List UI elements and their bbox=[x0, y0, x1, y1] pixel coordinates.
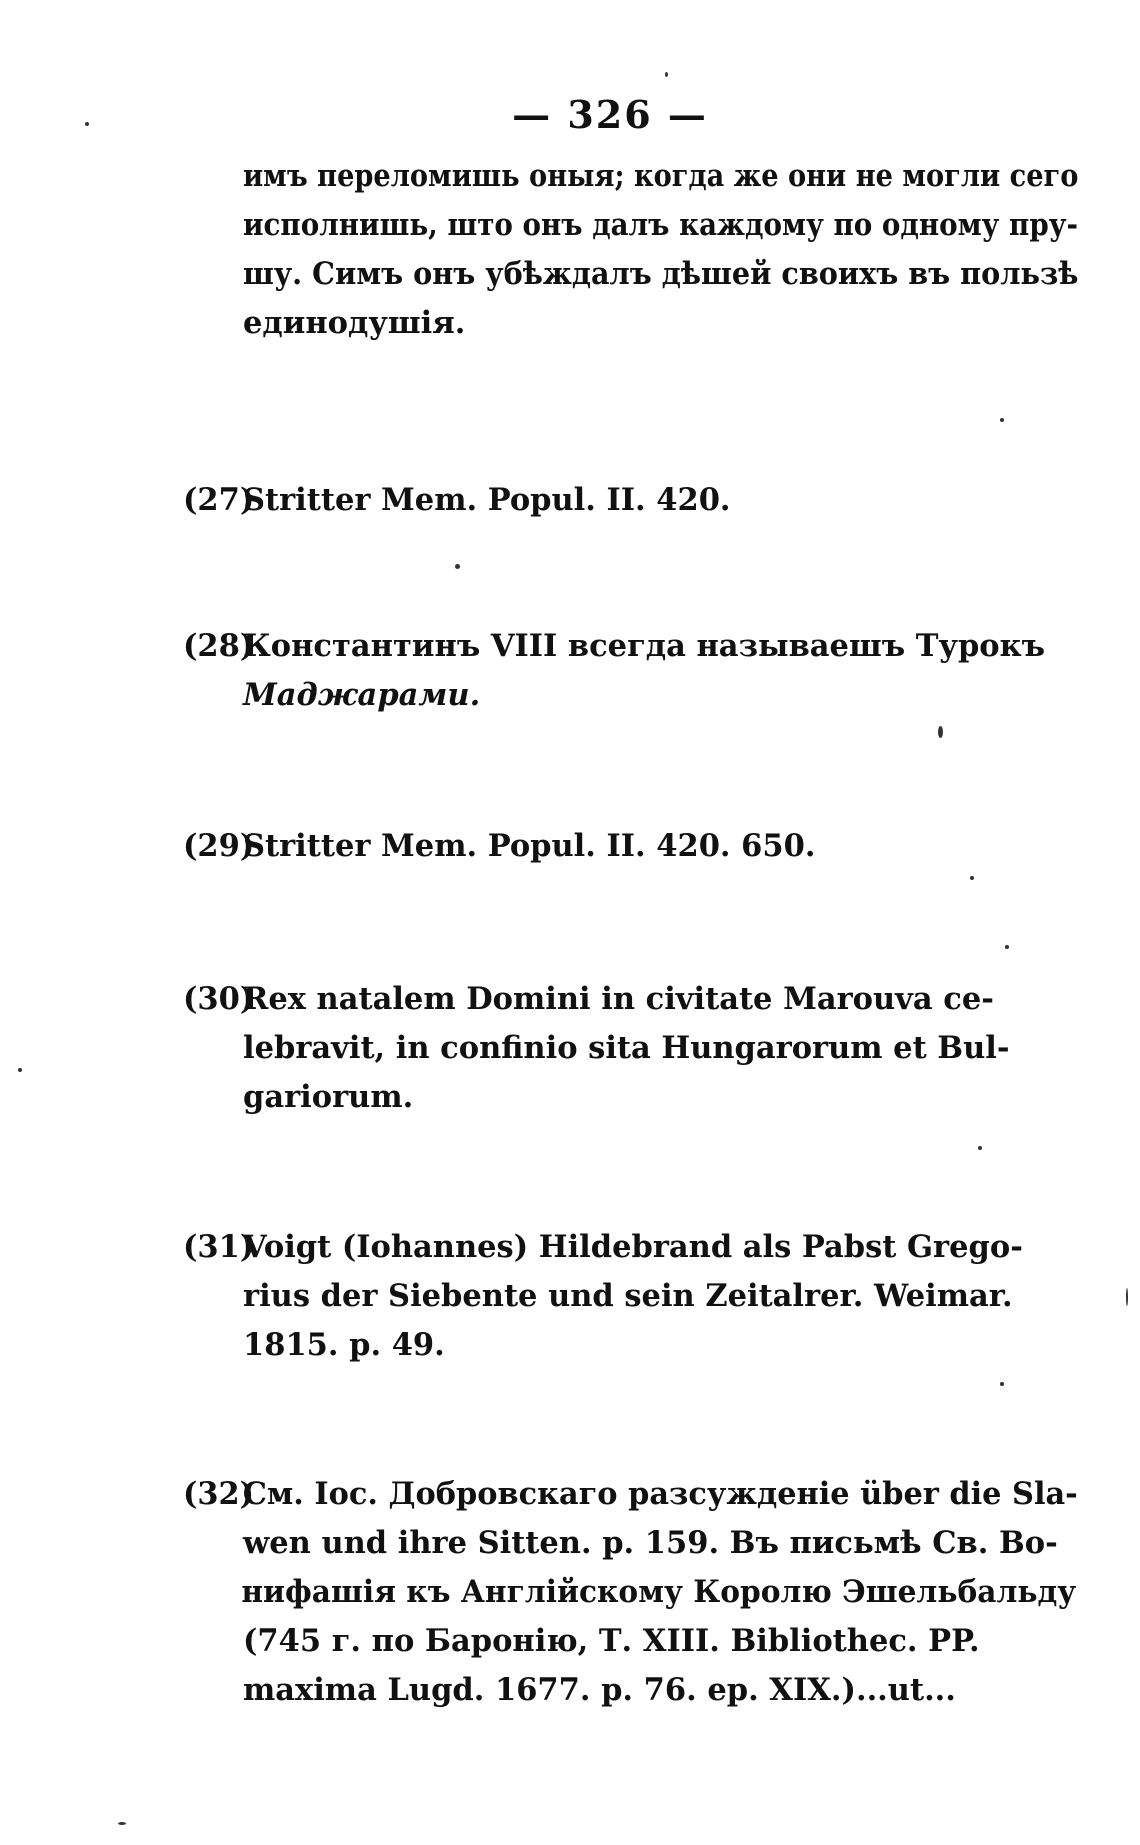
footnote-line: wen und ihre Sitten. p. 159. Въ письмѣ Св. Во- bbox=[243, 1525, 1058, 1561]
footnote-line: (29)Stritter Mem. Popul. II. 420. 650. bbox=[183, 822, 1078, 871]
scan-speck bbox=[970, 876, 974, 880]
text-line: единодушія. bbox=[243, 305, 466, 341]
footnote-line: maxima Lugd. 1677. p. 76. ep. XIX.)...ut... bbox=[243, 1672, 956, 1708]
scan-speck bbox=[18, 1068, 22, 1072]
footnote-line: gariorum. bbox=[243, 1079, 414, 1115]
text-line: исполнишь, што онъ далъ каждому по одному пру- bbox=[243, 207, 1078, 243]
footnote-number: (30) bbox=[183, 981, 255, 1017]
footnote-28 bbox=[183, 622, 1078, 720]
footnote-continuation bbox=[243, 152, 1078, 348]
footnote-line: rius der Siebente und sein Zeitalrer. Weimar. bbox=[243, 1278, 1013, 1314]
scan-speck bbox=[455, 564, 460, 569]
footnote-line: (27)Stritter Mem. Popul. II. 420. bbox=[183, 476, 1078, 525]
footnote-number: (27) bbox=[183, 482, 255, 518]
footnote-31 bbox=[183, 1223, 1078, 1370]
footnote-line: (30)Rex natalem Domini in civitate Marouva ce- bbox=[183, 975, 1078, 1024]
scan-speck bbox=[1000, 1382, 1004, 1386]
scan-speck bbox=[978, 1146, 982, 1150]
footnote-line: 1815. p. 49. bbox=[243, 1327, 445, 1363]
scan-speck bbox=[118, 1822, 126, 1825]
footnote-number: (31) bbox=[183, 1229, 255, 1265]
footnote-27 bbox=[183, 476, 1078, 525]
footnote-line: (745 г. по Баронію, Т. XIII. Bibliothec. PP. bbox=[243, 1623, 980, 1659]
footnote-line: Маджарами. bbox=[243, 677, 481, 713]
scan-speck bbox=[85, 122, 89, 126]
scan-speck bbox=[938, 726, 943, 738]
footnote-line: (32)См. Іос. Добровскаго разсужденіе über die Sla- bbox=[183, 1470, 1074, 1519]
footnote-number: (32) bbox=[183, 1476, 254, 1512]
scan-speck bbox=[665, 72, 668, 77]
footnote-line: нифашія къ Англійскому Королю Эшельбальду bbox=[241, 1574, 1077, 1610]
footnote-number: (29) bbox=[183, 828, 255, 864]
footnote-number: (28) bbox=[183, 628, 255, 664]
footnote-30 bbox=[183, 975, 1078, 1122]
footnote-29 bbox=[183, 822, 1078, 871]
footnote-line: (31)Voigt (Iohannes) Hildebrand als Pabst Grego- bbox=[183, 1223, 1078, 1272]
footnote-32 bbox=[183, 1470, 1078, 1715]
scan-speck bbox=[1000, 418, 1004, 422]
scan-speck bbox=[1005, 945, 1009, 949]
text-line: шу. Симъ онъ убѣждалъ дѣшей своихъ въ пользѣ bbox=[243, 256, 1079, 292]
page-number: — 326 — bbox=[512, 92, 708, 137]
footnote-line: (28)Константинъ VIII всегда называешъ Турокъ bbox=[183, 622, 1078, 671]
footnote-line: lebravit, in confinio sita Hungarorum et Bul- bbox=[243, 1030, 1010, 1066]
scan-speck bbox=[1126, 1288, 1128, 1306]
text-line: имъ переломишь оныя; когда же они не могли сего bbox=[243, 158, 1079, 194]
